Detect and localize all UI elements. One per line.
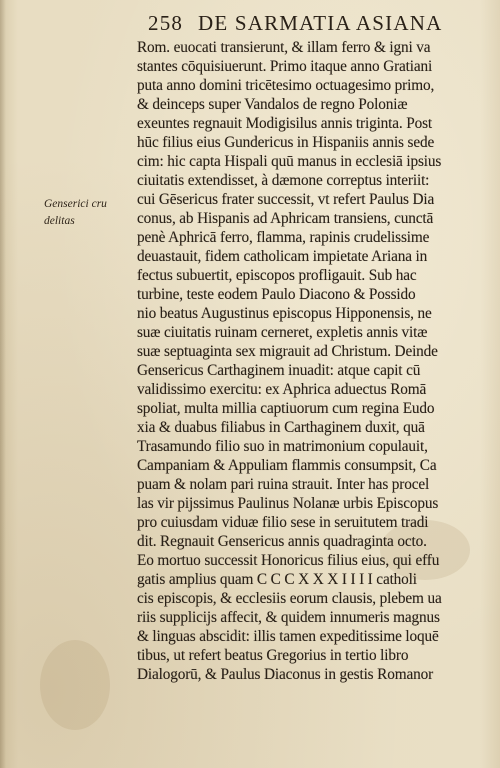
page-gutter-shadow — [0, 0, 6, 768]
text-line: ciuitatis extendisset, à dæmone correptus interiit: — [137, 172, 430, 189]
text-line: exeuntes regnauit Modigisilus annis triginta. Post — [137, 115, 433, 132]
text-line: xia & duabus filiabus in Carthaginem duxit, quā — [137, 419, 425, 436]
text-line: Eo mortuo successit Honoricus filius eius, qui effu — [137, 552, 440, 569]
text-line: dit. Regnauit Gensericus annis quadraginta octo. — [137, 533, 427, 550]
text-line: validissimo exercitu: ex Aphrica aduectus Romā — [137, 381, 427, 398]
text-line: tibus, ut refert beatus Gregorius in tertio libro — [137, 647, 409, 664]
text-line: nio beatus Augustinus episcopus Hipponensis, ne — [137, 305, 432, 322]
text-line: suæ ciuitatis ruinam cerneret, expletis annis vitæ — [137, 324, 428, 341]
text-line: fectus subuertit, episcopos profligauit. Sub hac — [137, 267, 417, 284]
text-line: deuastauit, fidem catholicam impietate Ariana in — [137, 248, 428, 265]
running-title: DE SARMATIA ASIANA — [198, 11, 443, 35]
text-line: hūc filius eius Gundericus in Hispaniis annis sede — [137, 134, 435, 151]
running-head — [148, 8, 488, 38]
text-line: & deinceps super Vandalos de regno Poloniæ — [137, 96, 408, 113]
margin-note-line: Genserici cru — [44, 198, 107, 210]
page-number: 258 — [148, 11, 184, 35]
text-line: cim: hic capta Hispali quū manus in ecclesiā ipsius — [137, 153, 442, 170]
text-line: Campaniam & Appuliam flammis consumpsit, Ca — [137, 457, 437, 474]
text-line: conus, ab Hispanis ad Aphricam transiens, cunctā — [137, 210, 434, 227]
marginal-note — [44, 196, 134, 230]
text-line: turbine, teste eodem Paulo Diacono & Possido — [137, 286, 416, 303]
text-line: suæ septuaginta sex migrauit ad Christum. Deinde — [137, 343, 438, 360]
text-line: riis supplicijs affecit, & quidem innumeris magnus — [137, 609, 440, 626]
text-line: puta anno domini tricētesimo octuagesimo primo, — [137, 77, 435, 94]
text-line: Gensericus Carthaginem inuadit: atque capit cū — [137, 362, 421, 379]
margin-note-line: delitas — [44, 215, 75, 227]
text-line: cui Gēsericus frater successit, vt refert Paulus Dia — [137, 191, 435, 208]
text-line: spoliat, multa millia captiuorum cum regina Eudo — [137, 400, 435, 417]
text-line: gatis amplius quam C C C X X X I I I I catholi — [137, 571, 417, 588]
text-line: Rom. euocati transierunt, & illam ferro & igni va — [137, 39, 431, 56]
paper-stain — [40, 640, 110, 730]
text-line: pro cuiusdam viduæ filio sese in seruitutem tradi — [137, 514, 429, 531]
body-text — [137, 38, 483, 684]
text-line: cis episcopis, & ecclesiis eorum clausis, plebem ua — [137, 590, 442, 607]
text-line: Trasamundo filio suo in matrimonium copulauit, — [137, 438, 428, 455]
text-line: stantes cōquisiuerunt. Primo itaque anno Gratiani — [137, 58, 433, 75]
text-line: las vir pijssimus Paulinus Nolanæ urbis Episcopus — [137, 495, 439, 512]
text-line: Dialogorū, & Paulus Diaconus in gestis Romanor — [137, 666, 434, 683]
text-line: & linguas abscidit: illis tamen expeditissime loquē — [137, 628, 439, 645]
text-line: puam & nolam pari ruina strauit. Inter has procel — [137, 476, 430, 493]
text-line: penè Aphricā ferro, flamma, rapinis crudelissime — [137, 229, 430, 246]
